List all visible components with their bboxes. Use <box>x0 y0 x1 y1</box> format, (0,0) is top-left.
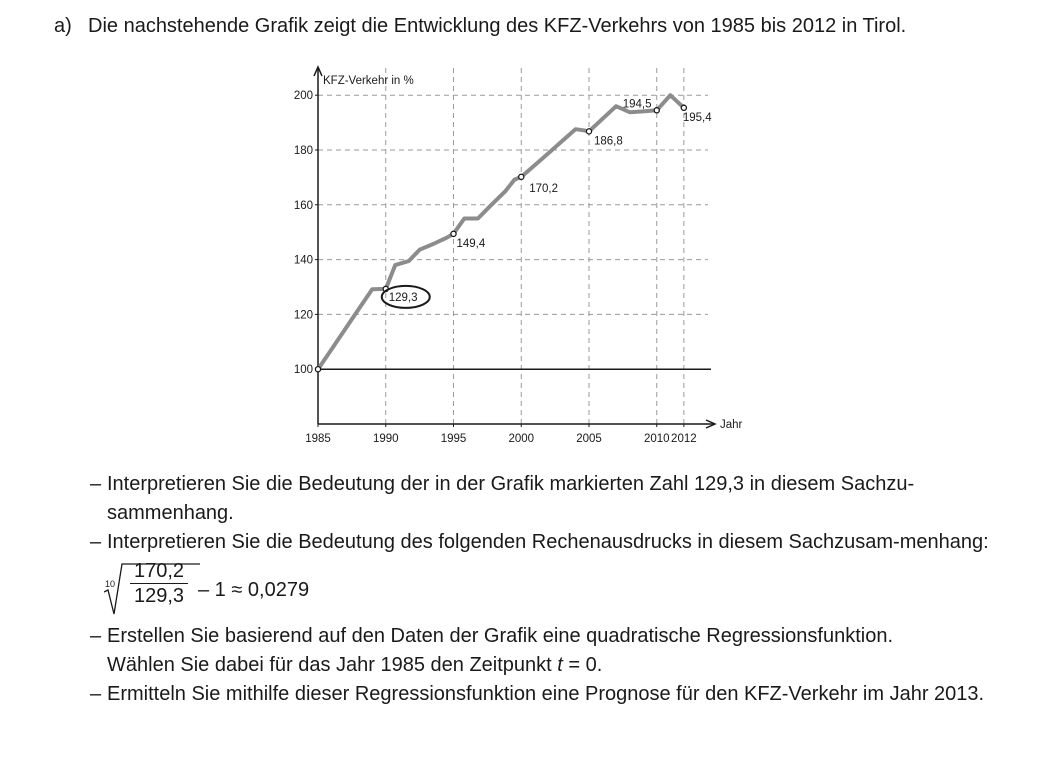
marked-points <box>315 98 712 372</box>
data-label: 170,2 <box>529 182 559 195</box>
data-point <box>654 108 659 113</box>
y-tick-label: 100 <box>293 364 313 377</box>
x-tick-label: 2000 <box>508 433 535 445</box>
x-tick-label: 2005 <box>576 433 602 445</box>
data-label: 194,5 <box>622 98 652 111</box>
y-tick-label: 140 <box>293 254 313 267</box>
y-tick-label: 180 <box>293 145 313 157</box>
task-item <box>90 680 990 709</box>
data-point <box>315 367 320 372</box>
variable-t: t <box>557 654 563 676</box>
data-label: 149,4 <box>456 237 486 250</box>
task-item <box>90 622 990 680</box>
x-axis-label: Jahr <box>720 419 743 431</box>
task-text: Interpretieren Sie die Bedeutung der in der Grafik markierten Zahl 129,3 in diesem Sachzu-sammenhang. <box>107 473 915 524</box>
task-item <box>90 528 990 557</box>
intro-text: Die nachstehende Grafik zeigt die Entwicklung des KFZ-Verkehrs von 1985 bis 2012 in Tirol. <box>88 15 907 37</box>
denominator: 129,3 <box>133 585 185 607</box>
task-list <box>90 470 990 709</box>
data-label: 186,8 <box>594 135 623 148</box>
data-point <box>519 174 524 179</box>
y-tick-label: 160 <box>293 199 313 212</box>
list-dash: – <box>90 625 102 647</box>
data-point <box>451 231 456 236</box>
chart-axes <box>314 67 715 428</box>
y-axis-label: KFZ-Verkehr in % <box>323 75 414 87</box>
task-text-continued: Wählen Sie dabei für das Jahr 1985 den Zeitpunkt <box>107 654 558 676</box>
root-index: 10 <box>105 579 116 589</box>
task-text: Ermitteln Sie mithilfe dieser Regressionsfunktion eine Prognose für den KFZ-Verkehr im Jahr 2013. <box>107 683 985 705</box>
x-tick-label: 2010 <box>643 433 670 445</box>
data-point <box>681 105 686 110</box>
series-line <box>318 95 684 369</box>
task-text: Interpretieren Sie die Bedeutung des folgenden Rechenausdrucks in diesem Sachzusam-menhang: <box>107 531 989 553</box>
y-tick-label: 120 <box>293 309 313 322</box>
data-label: 195,4 <box>682 111 712 124</box>
data-point <box>586 129 591 134</box>
fraction <box>130 559 188 608</box>
y-tick-label: 200 <box>293 90 313 103</box>
task-item <box>90 470 990 528</box>
task-label: a) <box>54 15 72 37</box>
x-tick-label: 1990 <box>372 433 399 445</box>
data-label: 129,3 <box>388 291 418 304</box>
tick-labels <box>294 90 697 445</box>
list-dash: – <box>90 531 102 553</box>
x-tick-label: 1995 <box>440 433 467 445</box>
task-text-end: = 0. <box>562 654 603 676</box>
list-dash: – <box>90 473 102 495</box>
numerator: 170,2 <box>130 559 188 584</box>
list-dash: – <box>90 683 102 705</box>
x-tick-label: 2012 <box>671 433 697 445</box>
formula <box>90 559 990 619</box>
task-text: Erstellen Sie basierend auf den Daten der Grafik eine quadratische Regressionsfunktion. <box>107 625 894 647</box>
chart-grid <box>318 68 708 424</box>
formula-tail: – 1 ≈ 0,0279 <box>198 579 310 601</box>
x-tick-label: 1985 <box>305 433 331 445</box>
